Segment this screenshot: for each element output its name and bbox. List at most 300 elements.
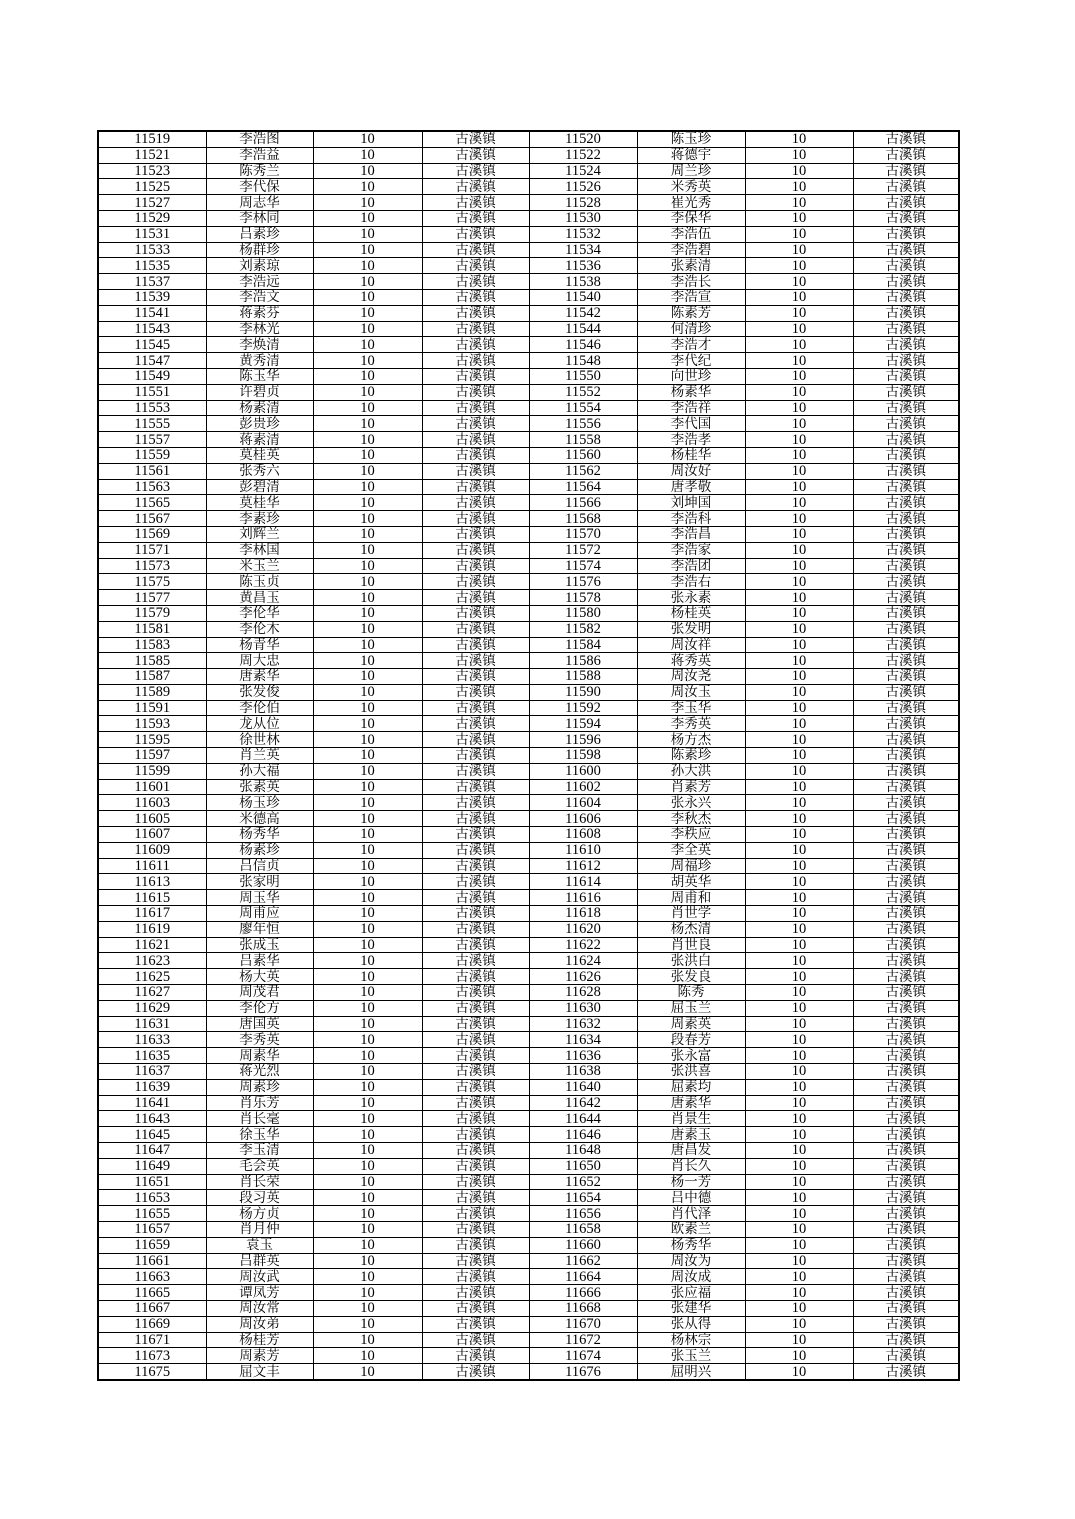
record-id-cell: 11605 [98,811,206,827]
record-id-cell: 11639 [98,1079,206,1095]
record-id-cell: 11592 [529,700,637,716]
table-row [98,1364,959,1380]
amount-cell: 10 [745,542,853,558]
amount-cell: 10 [745,1174,853,1190]
name-cell: 杨方贞 [206,1206,313,1222]
town-cell: 古溪镇 [853,937,959,953]
record-id-cell: 11653 [98,1190,206,1206]
amount-cell: 10 [745,226,853,242]
name-cell: 胡英华 [637,874,745,890]
amount-cell: 10 [313,210,422,226]
name-cell: 李浩文 [206,289,313,305]
town-cell: 古溪镇 [853,953,959,969]
record-id-cell: 11567 [98,511,206,527]
table-row [98,495,959,511]
name-cell: 肖景生 [637,1111,745,1127]
name-cell: 李浩家 [637,542,745,558]
amount-cell: 10 [745,590,853,606]
amount-cell: 10 [745,1143,853,1159]
amount-cell: 10 [313,1269,422,1285]
table-row [98,1221,959,1237]
town-cell: 古溪镇 [422,937,529,953]
amount-cell: 10 [745,353,853,369]
record-id-cell: 11606 [529,811,637,827]
table-row [98,1300,959,1316]
table-row [98,274,959,290]
amount-cell: 10 [313,1332,422,1348]
record-id-cell: 11651 [98,1174,206,1190]
town-cell: 古溪镇 [422,779,529,795]
town-cell: 古溪镇 [853,258,959,274]
name-cell: 黄秀清 [206,353,313,369]
amount-cell: 10 [313,574,422,590]
table-row [98,890,959,906]
amount-cell: 10 [313,432,422,448]
record-id-cell: 11589 [98,684,206,700]
amount-cell: 10 [313,416,422,432]
record-id-cell: 11552 [529,384,637,400]
amount-cell: 10 [745,653,853,669]
town-cell: 古溪镇 [422,1127,529,1143]
record-id-cell: 11583 [98,637,206,653]
record-id-cell: 11526 [529,179,637,195]
town-cell: 古溪镇 [853,1237,959,1253]
record-id-cell: 11638 [529,1064,637,1080]
record-id-cell: 11648 [529,1143,637,1159]
amount-cell: 10 [313,1316,422,1332]
table-row [98,700,959,716]
amount-cell: 10 [313,258,422,274]
table-row [98,953,959,969]
record-id-cell: 11655 [98,1206,206,1222]
name-cell: 李浩图 [206,131,313,147]
amount-cell: 10 [313,842,422,858]
name-cell: 徐世林 [206,732,313,748]
table-row [98,827,959,843]
name-cell: 米秀英 [637,179,745,195]
name-cell: 张成玉 [206,937,313,953]
name-cell: 周汝玉 [637,684,745,700]
name-cell: 李浩远 [206,274,313,290]
town-cell: 古溪镇 [422,748,529,764]
name-cell: 张洪喜 [637,1064,745,1080]
record-id-cell: 11533 [98,242,206,258]
town-cell: 古溪镇 [422,1016,529,1032]
amount-cell: 10 [313,163,422,179]
name-cell: 肖世学 [637,906,745,922]
town-cell: 古溪镇 [853,1048,959,1064]
table-row [98,242,959,258]
town-cell: 古溪镇 [853,542,959,558]
town-cell: 古溪镇 [853,1079,959,1095]
name-cell: 周汝为 [637,1253,745,1269]
name-cell: 莫桂华 [206,495,313,511]
table-row [98,558,959,574]
record-id-cell: 11607 [98,827,206,843]
town-cell: 古溪镇 [422,1079,529,1095]
amount-cell: 10 [745,447,853,463]
town-cell: 古溪镇 [853,1300,959,1316]
table-row [98,368,959,384]
town-cell: 古溪镇 [422,906,529,922]
record-id-cell: 11555 [98,416,206,432]
record-id-cell: 11561 [98,463,206,479]
name-cell: 李浩碧 [637,242,745,258]
name-cell: 廖年恒 [206,921,313,937]
record-id-cell: 11628 [529,985,637,1001]
record-id-cell: 11654 [529,1190,637,1206]
name-cell: 张永素 [637,590,745,606]
name-cell: 屈文丰 [206,1364,313,1380]
record-id-cell: 11535 [98,258,206,274]
record-id-cell: 11613 [98,874,206,890]
amount-cell: 10 [313,305,422,321]
record-id-cell: 11663 [98,1269,206,1285]
name-cell: 蒋素芬 [206,305,313,321]
amount-cell: 10 [745,432,853,448]
record-id-cell: 11634 [529,1032,637,1048]
town-cell: 古溪镇 [422,1095,529,1111]
table-row [98,463,959,479]
table-row [98,969,959,985]
table-row [98,400,959,416]
town-cell: 古溪镇 [853,653,959,669]
town-cell: 古溪镇 [422,1269,529,1285]
record-id-cell: 11596 [529,732,637,748]
record-id-cell: 11614 [529,874,637,890]
record-id-cell: 11537 [98,274,206,290]
town-cell: 古溪镇 [422,700,529,716]
table-row [98,1111,959,1127]
amount-cell: 10 [745,574,853,590]
amount-cell: 10 [745,1316,853,1332]
record-id-cell: 11527 [98,195,206,211]
town-cell: 古溪镇 [422,669,529,685]
amount-cell: 10 [745,1000,853,1016]
name-cell: 肖代泽 [637,1206,745,1222]
amount-cell: 10 [313,1079,422,1095]
name-cell: 肖世良 [637,937,745,953]
amount-cell: 10 [313,637,422,653]
record-id-cell: 11584 [529,637,637,653]
amount-cell: 10 [745,827,853,843]
record-id-cell: 11656 [529,1206,637,1222]
amount-cell: 10 [745,669,853,685]
town-cell: 古溪镇 [853,305,959,321]
record-id-cell: 11618 [529,906,637,922]
name-cell: 李秋杰 [637,811,745,827]
town-cell: 古溪镇 [422,542,529,558]
amount-cell: 10 [313,495,422,511]
name-cell: 李伦木 [206,621,313,637]
amount-cell: 10 [313,1364,422,1380]
town-cell: 古溪镇 [853,1016,959,1032]
record-id-cell: 11519 [98,131,206,147]
amount-cell: 10 [745,1206,853,1222]
amount-cell: 10 [313,684,422,700]
town-cell: 古溪镇 [853,511,959,527]
amount-cell: 10 [745,1221,853,1237]
town-cell: 古溪镇 [853,353,959,369]
amount-cell: 10 [313,179,422,195]
town-cell: 古溪镇 [853,321,959,337]
table-row [98,526,959,542]
town-cell: 古溪镇 [853,1285,959,1301]
amount-cell: 10 [313,985,422,1001]
record-id-cell: 11568 [529,511,637,527]
record-id-cell: 11617 [98,906,206,922]
amount-cell: 10 [745,1269,853,1285]
town-cell: 古溪镇 [853,669,959,685]
amount-cell: 10 [313,1064,422,1080]
town-cell: 古溪镇 [422,1143,529,1159]
town-cell: 古溪镇 [853,684,959,700]
record-id-cell: 11636 [529,1048,637,1064]
record-id-cell: 11587 [98,669,206,685]
name-cell: 李浩右 [637,574,745,590]
name-cell: 吕素华 [206,953,313,969]
name-cell: 李秀英 [637,716,745,732]
town-cell: 古溪镇 [422,337,529,353]
amount-cell: 10 [745,953,853,969]
amount-cell: 10 [745,289,853,305]
name-cell: 唐孝敬 [637,479,745,495]
name-cell: 莫桂英 [206,447,313,463]
town-cell: 古溪镇 [422,1300,529,1316]
town-cell: 古溪镇 [422,1174,529,1190]
town-cell: 古溪镇 [422,621,529,637]
town-cell: 古溪镇 [422,605,529,621]
table-row [98,1174,959,1190]
town-cell: 古溪镇 [422,195,529,211]
town-cell: 古溪镇 [422,479,529,495]
name-cell: 袁玉 [206,1237,313,1253]
record-id-cell: 11612 [529,858,637,874]
town-cell: 古溪镇 [853,274,959,290]
record-id-cell: 11559 [98,447,206,463]
table-row [98,590,959,606]
table-row [98,1095,959,1111]
amount-cell: 10 [313,384,422,400]
town-cell: 古溪镇 [853,779,959,795]
amount-cell: 10 [745,874,853,890]
name-cell: 谭凤芳 [206,1285,313,1301]
record-id-cell: 11529 [98,210,206,226]
record-id-cell: 11572 [529,542,637,558]
record-id-cell: 11588 [529,669,637,685]
record-id-cell: 11595 [98,732,206,748]
roster-table [97,130,960,1381]
amount-cell: 10 [313,1206,422,1222]
record-id-cell: 11658 [529,1221,637,1237]
record-id-cell: 11616 [529,890,637,906]
amount-cell: 10 [745,1190,853,1206]
town-cell: 古溪镇 [853,1190,959,1206]
town-cell: 古溪镇 [853,1174,959,1190]
town-cell: 古溪镇 [853,226,959,242]
amount-cell: 10 [313,1016,422,1032]
town-cell: 古溪镇 [422,1032,529,1048]
table-row [98,447,959,463]
name-cell: 黄昌玉 [206,590,313,606]
table-row [98,684,959,700]
table-row [98,131,959,147]
record-id-cell: 11578 [529,590,637,606]
amount-cell: 10 [745,384,853,400]
name-cell: 周汝祥 [637,637,745,653]
name-cell: 周福珍 [637,858,745,874]
amount-cell: 10 [313,732,422,748]
amount-cell: 10 [745,1158,853,1174]
town-cell: 古溪镇 [853,842,959,858]
town-cell: 古溪镇 [422,1237,529,1253]
amount-cell: 10 [745,400,853,416]
name-cell: 周志华 [206,195,313,211]
town-cell: 古溪镇 [422,432,529,448]
record-id-cell: 11590 [529,684,637,700]
town-cell: 古溪镇 [853,432,959,448]
amount-cell: 10 [313,1048,422,1064]
name-cell: 肖兰英 [206,748,313,764]
amount-cell: 10 [313,653,422,669]
name-cell: 李浩祥 [637,400,745,416]
name-cell: 陈玉贞 [206,574,313,590]
name-cell: 杨素清 [206,400,313,416]
record-id-cell: 11557 [98,432,206,448]
table-row [98,226,959,242]
record-id-cell: 11619 [98,921,206,937]
amount-cell: 10 [745,716,853,732]
town-cell: 古溪镇 [853,890,959,906]
record-id-cell: 11565 [98,495,206,511]
amount-cell: 10 [313,558,422,574]
amount-cell: 10 [745,684,853,700]
town-cell: 古溪镇 [422,368,529,384]
town-cell: 古溪镇 [422,163,529,179]
town-cell: 古溪镇 [853,147,959,163]
name-cell: 张素英 [206,779,313,795]
town-cell: 古溪镇 [853,985,959,1001]
amount-cell: 10 [745,321,853,337]
table-row [98,1253,959,1269]
town-cell: 古溪镇 [853,1253,959,1269]
name-cell: 杨大英 [206,969,313,985]
name-cell: 屈明兴 [637,1364,745,1380]
name-cell: 李浩长 [637,274,745,290]
amount-cell: 10 [313,1221,422,1237]
town-cell: 古溪镇 [853,637,959,653]
name-cell: 李浩宣 [637,289,745,305]
table-row [98,937,959,953]
town-cell: 古溪镇 [853,210,959,226]
name-cell: 唐素华 [637,1095,745,1111]
amount-cell: 10 [313,621,422,637]
amount-cell: 10 [745,242,853,258]
record-id-cell: 11661 [98,1253,206,1269]
amount-cell: 10 [745,1079,853,1095]
record-id-cell: 11598 [529,748,637,764]
name-cell: 龙从位 [206,716,313,732]
record-id-cell: 11524 [529,163,637,179]
town-cell: 古溪镇 [853,368,959,384]
amount-cell: 10 [745,337,853,353]
town-cell: 古溪镇 [422,1048,529,1064]
name-cell: 段春芳 [637,1032,745,1048]
table-row [98,1000,959,1016]
amount-cell: 10 [313,1285,422,1301]
record-id-cell: 11531 [98,226,206,242]
name-cell: 刘辉兰 [206,526,313,542]
table-row [98,1316,959,1332]
town-cell: 古溪镇 [853,289,959,305]
amount-cell: 10 [745,1127,853,1143]
table-row [98,195,959,211]
town-cell: 古溪镇 [422,147,529,163]
name-cell: 蒋秀英 [637,653,745,669]
town-cell: 古溪镇 [422,463,529,479]
record-id-cell: 11573 [98,558,206,574]
amount-cell: 10 [313,1127,422,1143]
amount-cell: 10 [313,1253,422,1269]
town-cell: 古溪镇 [422,858,529,874]
town-cell: 古溪镇 [853,827,959,843]
town-cell: 古溪镇 [422,732,529,748]
table-row [98,1048,959,1064]
record-id-cell: 11575 [98,574,206,590]
town-cell: 古溪镇 [853,858,959,874]
amount-cell: 10 [313,811,422,827]
amount-cell: 10 [745,985,853,1001]
amount-cell: 10 [745,1364,853,1380]
town-cell: 古溪镇 [853,605,959,621]
name-cell: 张建华 [637,1300,745,1316]
town-cell: 古溪镇 [853,463,959,479]
town-cell: 古溪镇 [422,590,529,606]
table-row [98,289,959,305]
amount-cell: 10 [313,716,422,732]
table-row [98,1348,959,1364]
town-cell: 古溪镇 [853,1158,959,1174]
table-row [98,321,959,337]
town-cell: 古溪镇 [853,590,959,606]
amount-cell: 10 [745,179,853,195]
record-id-cell: 11558 [529,432,637,448]
town-cell: 古溪镇 [422,1332,529,1348]
name-cell: 张家明 [206,874,313,890]
name-cell: 毛会英 [206,1158,313,1174]
town-cell: 古溪镇 [422,416,529,432]
amount-cell: 10 [313,526,422,542]
record-id-cell: 11571 [98,542,206,558]
town-cell: 古溪镇 [853,811,959,827]
record-id-cell: 11560 [529,447,637,463]
record-id-cell: 11580 [529,605,637,621]
name-cell: 李浩益 [206,147,313,163]
amount-cell: 10 [313,147,422,163]
town-cell: 古溪镇 [853,400,959,416]
record-id-cell: 11521 [98,147,206,163]
name-cell: 杨方杰 [637,732,745,748]
town-cell: 古溪镇 [853,1000,959,1016]
record-id-cell: 11673 [98,1348,206,1364]
table-row [98,763,959,779]
record-id-cell: 11523 [98,163,206,179]
name-cell: 周茂君 [206,985,313,1001]
amount-cell: 10 [313,937,422,953]
town-cell: 古溪镇 [422,258,529,274]
amount-cell: 10 [313,890,422,906]
record-id-cell: 11604 [529,795,637,811]
